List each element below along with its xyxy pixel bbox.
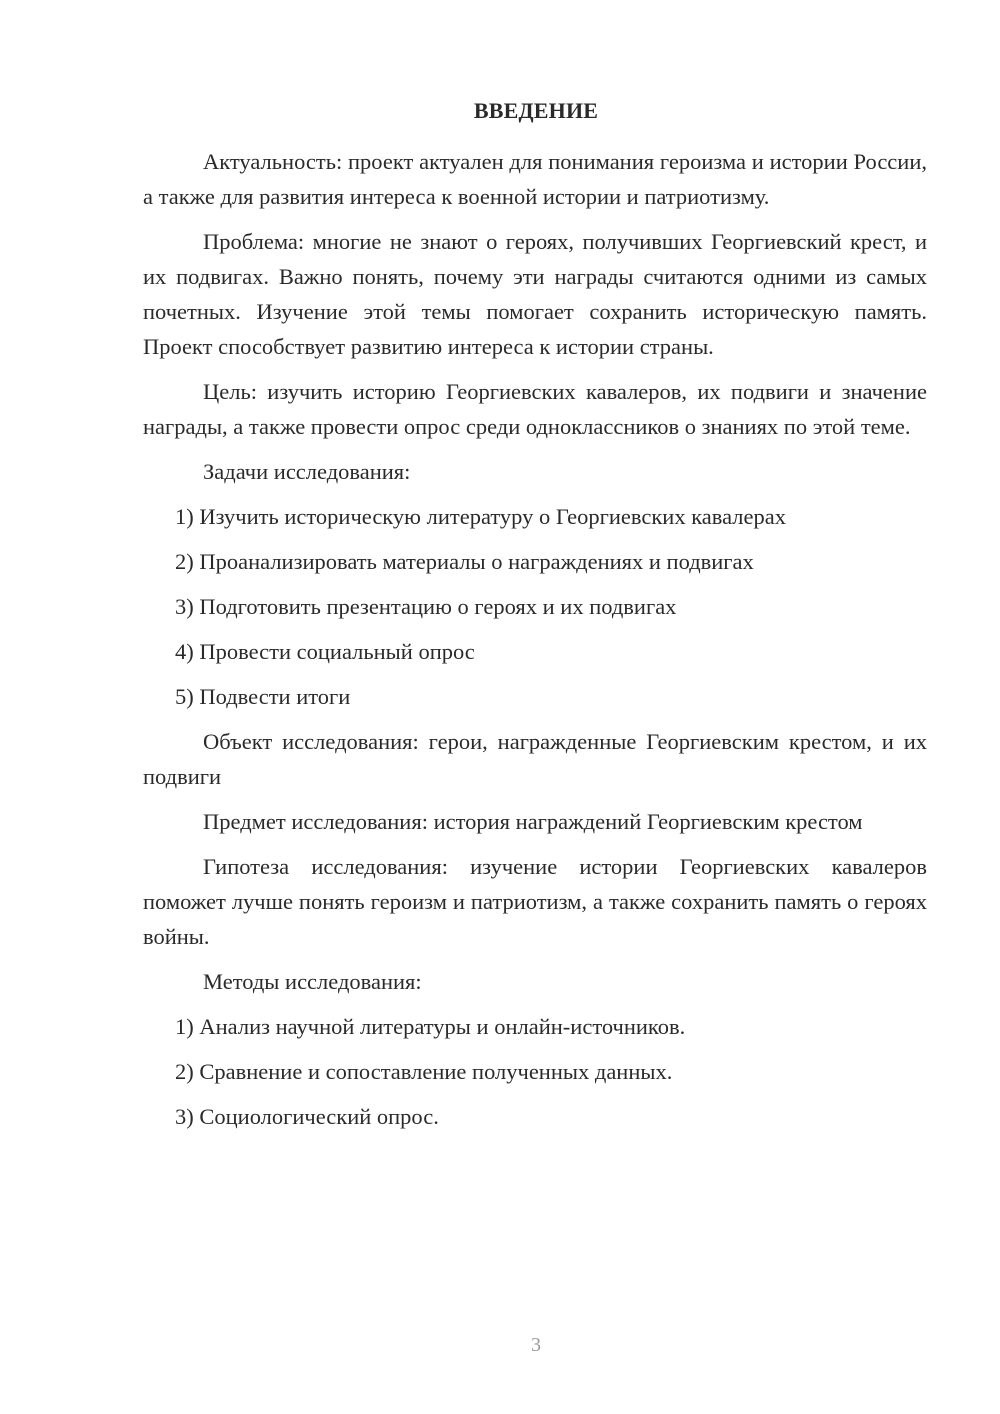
section-title: ВВЕДЕНИЕ [473,98,599,123]
task-item: 2) Проанализировать материалы о награждениях и подвигах [175,549,754,574]
page-number: 3 [531,1334,541,1356]
task-item: 1) Изучить историческую литературу о Георгиевских кавалерах [175,504,786,529]
method-item: 1) Анализ научной литературы и онлайн-источников. [175,1014,686,1039]
problem-paragraph: Проблема: многие не знают о героях, получивших Георгиевский крест, и их подвигах. Важно понять, почему эти награды считаются одними из самых почетных. Изучение этой темы помогает сохранить историческую память. Проект способствует развитию интереса к истории страны. [143,229,927,359]
goal-paragraph: Цель: изучить историю Георгиевских кавалеров, их подвиги и значение награды, а также провести опрос среди одноклассников о знаниях по этой теме. [143,379,927,439]
task-item: 3) Подготовить презентацию о героях и их подвигах [175,594,677,619]
object-paragraph: Объект исследования: герои, награжденные Георгиевским крестом, и их подвиги [143,729,927,789]
tasks-heading: Задачи исследования: [203,459,411,484]
subject-paragraph: Предмет исследования: история награждений Георгиевским крестом [203,809,863,834]
task-item: 4) Провести социальный опрос [175,639,475,664]
method-item: 3) Социологический опрос. [175,1104,439,1129]
body-text [143,144,927,1144]
relevance-paragraph: Актуальность: проект актуален для понимания героизма и истории России, а также для развития интереса к военной истории и патриотизму. [143,149,927,209]
methods-heading: Методы исследования: [203,969,422,994]
task-item: 5) Подвести итоги [175,684,351,709]
hypothesis-paragraph: Гипотеза исследования: изучение истории Георгиевских кавалеров поможет лучше понять героизм и патриотизм, а также сохранить память о героях войны. [143,854,927,949]
method-item: 2) Сравнение и сопоставление полученных данных. [175,1059,673,1084]
